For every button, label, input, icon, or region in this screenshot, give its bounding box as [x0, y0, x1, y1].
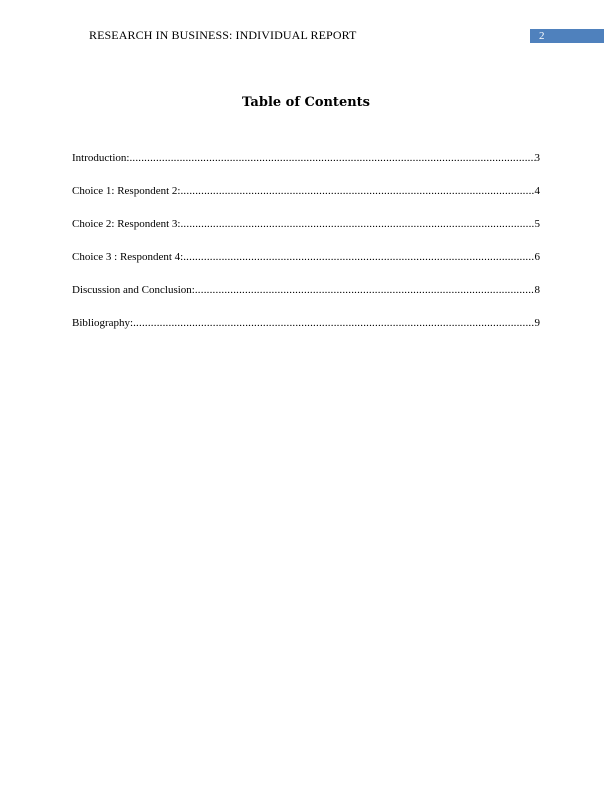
toc-entry-choice-3[interactable]: [72, 251, 540, 284]
toc-entry-introduction[interactable]: [72, 152, 540, 185]
toc-entry-bibliography[interactable]: [72, 317, 540, 350]
toc-entry-page: 4: [534, 185, 540, 197]
running-header: RESEARCH IN BUSINESS: INDIVIDUAL REPORT: [89, 28, 357, 42]
toc-dot-leader: [180, 218, 534, 230]
toc-entry-page: 8: [534, 284, 540, 296]
toc-entry-label: Discussion and Conclusion:: [72, 284, 195, 296]
toc-entry-label: Choice 3 : Respondent 4:: [72, 251, 184, 263]
toc-entry-page: 9: [534, 317, 540, 329]
toc-dot-leader: [195, 284, 535, 296]
toc-entry-choice-1[interactable]: [72, 185, 540, 218]
toc-dot-leader: [129, 152, 534, 164]
toc-entry-label: Choice 2: Respondent 3:: [72, 218, 181, 230]
toc-entry-label: Choice 1: Respondent 2:: [72, 185, 181, 197]
table-of-contents: [72, 152, 540, 350]
toc-entry-page: 6: [534, 251, 540, 263]
toc-heading: Table of Contents: [242, 95, 370, 110]
toc-entry-page: 5: [534, 218, 540, 230]
toc-dot-leader: [180, 185, 534, 197]
toc-entry-discussion[interactable]: [72, 284, 540, 317]
toc-dot-leader: [133, 317, 534, 329]
page-number-badge: 2: [530, 29, 604, 43]
toc-entry-label: Introduction:: [72, 152, 130, 164]
toc-entry-choice-2[interactable]: [72, 218, 540, 251]
toc-dot-leader: [183, 251, 534, 263]
toc-entry-label: Bibliography:: [72, 317, 134, 329]
toc-entry-page: 3: [534, 152, 540, 164]
